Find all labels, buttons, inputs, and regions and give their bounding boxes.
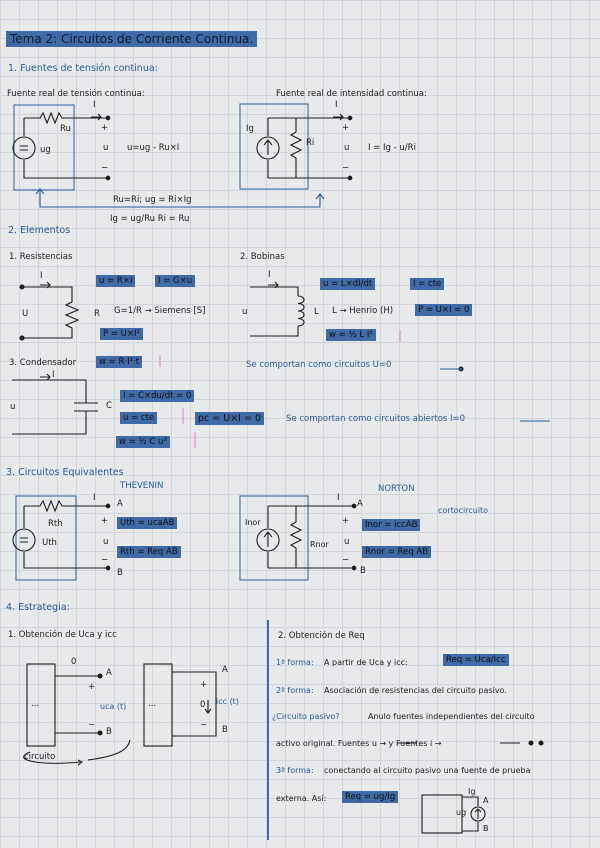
thevenin-label: THEVENIN: [120, 481, 164, 491]
resistor-ru: [24, 113, 108, 123]
obtencion-req-title: 2. Obtención de Req: [278, 631, 365, 641]
res-label-I: I: [40, 271, 43, 281]
s4-plus1: +: [88, 682, 96, 692]
th-plus: +: [101, 516, 109, 526]
forma-2-label: 2ª forma:: [276, 686, 314, 695]
label-plus: +: [101, 123, 109, 133]
bob-label-L: L: [314, 307, 319, 317]
voltage-source-symbol: [13, 137, 35, 159]
no-plus: +: [342, 516, 350, 526]
dots-1: ...: [31, 699, 40, 709]
inductor-dc-highlight: I = cte: [410, 278, 444, 290]
zero-label: 0: [71, 657, 77, 667]
no-label-I: I: [337, 493, 340, 503]
forma-3-label: 3ª forma:: [276, 766, 314, 775]
test-Ig-label: Ig: [468, 787, 476, 796]
label-ug: ug: [40, 145, 51, 155]
resistor-symbol: [22, 287, 78, 338]
capacitor-symbol: [12, 380, 98, 434]
th-minus: −: [101, 555, 109, 565]
label-Ig: Ig: [246, 124, 254, 134]
capacitor-open-note: Se comportan como circuitos abiertos I=0: [286, 414, 466, 424]
inductor-short-note: Se comportan como circuitos U=0: [246, 360, 392, 370]
section-3-heading: 3. Circuitos Equivalentes: [6, 467, 124, 478]
test-A-label: A: [483, 796, 489, 805]
section-2-heading: 2. Elementos: [8, 225, 71, 236]
th-label-B: B: [117, 568, 123, 578]
cap-label-C: C: [106, 401, 112, 411]
circuito-pasivo-text: Anulo fuentes independientes del circuito: [368, 712, 535, 721]
no-minus: −: [342, 555, 350, 565]
s4-A1: A: [106, 668, 112, 678]
s4-B2: B: [222, 725, 228, 735]
resistencias-title: 1. Resistencias: [9, 252, 73, 262]
siemens-note: G=1/R → Siemens [S]: [114, 306, 206, 316]
fuentes-text: activo original. Fuentes u → y Fuentes i →: [276, 739, 442, 748]
s4-minus1: −: [88, 720, 96, 730]
section-1-heading: 1. Fuentes de tensión continua:: [8, 63, 158, 74]
current-source-title: Fuente real de intensidad continua:: [276, 89, 427, 99]
henrio-note: L → Henrio (H): [332, 306, 394, 316]
label-u-right: u: [344, 143, 350, 153]
no-label-B: B: [360, 566, 366, 576]
ohm-law-highlight: u = R×I: [96, 275, 135, 287]
highlight-box-current-source: [240, 104, 308, 189]
icc-label: icc (t): [216, 697, 239, 706]
th-label-Uth: Uth: [42, 538, 57, 548]
th-u: u: [103, 537, 109, 547]
obtencion-uca-title: 1. Obtención de Uca y icc: [8, 630, 117, 640]
forma-2-text: Asociación de resistencias del circuito pasivo.: [324, 686, 507, 695]
capacitor-power-highlight: pc = U×I = 0: [195, 412, 264, 425]
energy-highlight: w = R·I²·t: [96, 356, 142, 368]
no-label-Inor: Inor: [245, 518, 261, 527]
no-label-Rnor: Rnor: [310, 540, 329, 549]
norton-current-highlight: Inor = iccAB: [362, 519, 420, 531]
bob-label-u: u: [242, 307, 248, 317]
forma-1-text: A partir de Uca y icc:: [324, 658, 408, 667]
conductance-highlight: I = G×u: [155, 275, 195, 287]
condensador-title: 3. Condensador: [9, 358, 77, 368]
label-plus-right: +: [342, 123, 350, 133]
equivalence-relation-2: Ig = ug/Ru Ri = Ru: [110, 214, 190, 224]
thevenin-voltage-highlight: Uth = ucaAB: [117, 517, 177, 529]
voltage-source-equation: u=ug - Ru×I: [127, 143, 180, 153]
label-minus: −: [101, 163, 109, 173]
section-4-heading: 4. Estrategia:: [6, 602, 70, 613]
label-I: I: [93, 100, 96, 110]
req-uca-icc-highlight: Req = Uca/Icc: [443, 654, 509, 666]
norton-resistance-highlight: Rnor = Req AB: [362, 546, 431, 558]
cap-label-I: I: [52, 370, 55, 380]
capacitor-energy-highlight: w = ½ C u²: [116, 436, 170, 448]
res-label-U: U: [22, 309, 29, 319]
circuito-pasivo-question: ¿Circuito pasivo?: [272, 712, 340, 721]
th-label-A: A: [117, 499, 123, 509]
capacitor-current-highlight: I = C×du/dt = 0: [120, 390, 194, 402]
resistor-ri: [291, 118, 301, 178]
label-u: u: [103, 143, 109, 153]
label-minus-right: −: [342, 163, 350, 173]
thevenin-resistance-highlight: Rth = Req AB: [117, 546, 181, 558]
res-label-R: R: [94, 309, 100, 319]
circuito-label: circuito: [24, 752, 56, 762]
externa-text: externa. Así:: [276, 794, 327, 803]
req-test-source-highlight: Req = ug/Ig: [342, 791, 398, 803]
current-source-equation: I = Ig - u/Ri: [368, 143, 416, 153]
power-resistor-highlight: P = U×I²: [100, 328, 143, 340]
s4-A2: A: [222, 665, 228, 675]
th-label-I: I: [93, 493, 96, 503]
capacitor-dc-highlight: u = cte: [120, 412, 157, 424]
equivalence-relation-1: Ru=Ri; ug = Ri×Ig: [113, 195, 192, 205]
uca-label: uca (t): [100, 702, 127, 711]
test-B-label: B: [483, 824, 489, 833]
forma-1-label: 1ª forma:: [276, 658, 314, 667]
bob-label-I: I: [268, 270, 271, 280]
s4-plus2: +: [200, 680, 208, 690]
s4-B1: B: [106, 727, 112, 737]
bobinas-title: 2. Bobinas: [240, 252, 285, 262]
page-title: Tema 2: Circuitos de Corriente Continua.: [6, 31, 257, 47]
label-Ri: Ri: [306, 138, 315, 148]
forma-3-text: conectando al circuito pasivo una fuente de prueba: [324, 766, 531, 775]
norton-label: NORTON: [378, 484, 415, 494]
no-label-A: A: [357, 499, 363, 509]
inductor-power-highlight: P = U×I = 0: [415, 304, 472, 316]
cap-label-u: u: [10, 402, 16, 412]
inductor-coil: [298, 296, 304, 326]
label-I-right: I: [335, 100, 338, 110]
th-label-Rth: Rth: [48, 519, 63, 529]
cortocircuito-note: cortocircuito: [438, 506, 489, 515]
dots-2: ...: [148, 699, 157, 709]
voltage-source-title: Fuente real de tensión continua:: [7, 89, 145, 99]
s4-zero2: 0: [200, 700, 206, 710]
label-Ru: Ru: [60, 124, 71, 134]
inductor-energy-highlight: w = ½ L I²: [326, 329, 376, 341]
inductor-voltage-highlight: u = L×dI/dt: [320, 278, 375, 290]
s4-minus2: −: [200, 720, 208, 730]
test-ug-label: ug: [456, 808, 467, 817]
no-u: u: [344, 537, 350, 547]
